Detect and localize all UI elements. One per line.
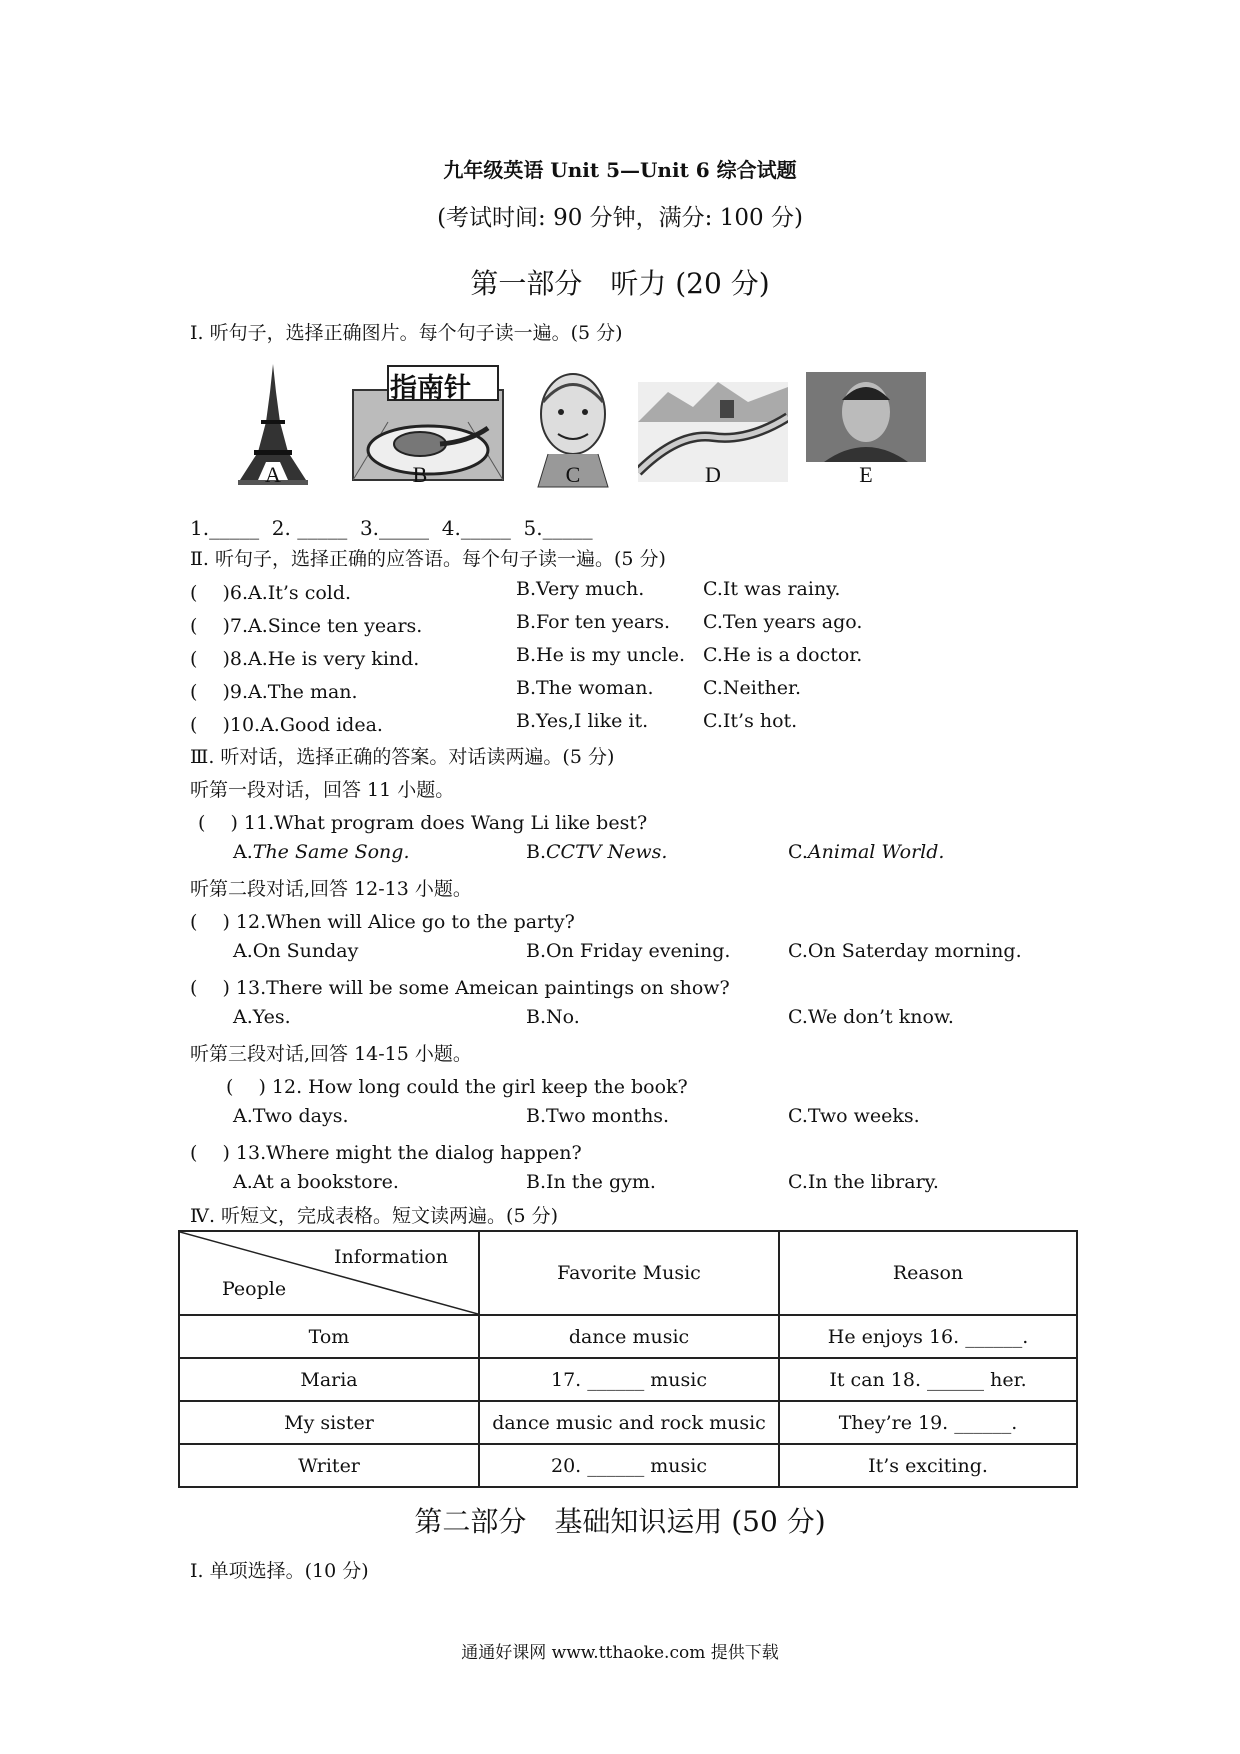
question-12-option-c: C.On Saterday morning. [788, 940, 1022, 962]
question-14: ( ) 12. How long could the girl keep the book? [226, 1076, 688, 1098]
dialog2-intro: 听第二段对话,回答 12-13 小题。 [190, 878, 472, 900]
dialog3-intro: 听第三段对话,回答 14-15 小题。 [190, 1043, 472, 1065]
question-13-option-a: A.Yes. [233, 1006, 291, 1028]
cell-person: Maria [179, 1358, 479, 1401]
table-row [179, 1358, 1077, 1401]
cell-reason: He enjoys 16. ______. [779, 1315, 1077, 1358]
cell-music: 20. ______ music [479, 1444, 779, 1487]
section3-heading: Ⅲ. 听对话，选择正确的答案。对话读两遍。(5 分) [190, 746, 615, 768]
question-9: ( )9.A.The man. [190, 681, 358, 703]
section1-heading: Ⅰ. 听句子，选择正确图片。每个句子读一遍。(5 分) [190, 322, 623, 344]
question-8-option-c: C.He is a doctor. [703, 644, 863, 666]
question-9-option-b: B.The woman. [516, 677, 654, 699]
cell-reason: It’s exciting. [779, 1444, 1077, 1487]
diagonal-divider [180, 1232, 478, 1314]
header-reason: Reason [779, 1231, 1077, 1315]
cell-reason: It can 18. ______ her. [779, 1358, 1077, 1401]
question-14-option-b: B.Two months. [526, 1105, 670, 1127]
answer-blanks-1-5: 1._____ 2. _____ 3._____ 4._____ 5._____ [190, 516, 593, 540]
question-8-option-b: B.He is my uncle. [516, 644, 685, 666]
question-15: ( ) 13.Where might the dialog happen? [190, 1142, 582, 1164]
question-11-option-c: C.Animal World. [788, 841, 945, 863]
exam-info: (考试时间: 90 分钟，满分: 100 分) [437, 205, 803, 231]
question-10: ( )10.A.Good idea. [190, 714, 383, 736]
picture-label-e: E [859, 462, 873, 487]
question-15-option-c: C.In the library. [788, 1171, 939, 1193]
question-11-option-a: A.The Same Song. [233, 841, 410, 863]
question-10-option-c: C.It’s hot. [703, 710, 798, 732]
section2-heading: Ⅱ. 听句子，选择正确的应答语。每个句子读一遍。(5 分) [190, 548, 666, 570]
question-9-option-c: C.Neither. [703, 677, 801, 699]
question-6-option-b: B.Very much. [516, 578, 645, 600]
question-12-option-a: A.On Sunday [233, 940, 359, 962]
question-7-option-b: B.For ten years. [516, 611, 671, 633]
table-header-row [179, 1231, 1077, 1315]
part2-heading: 第二部分 基础知识运用 (50 分) [414, 1505, 826, 1538]
header-favorite-music: Favorite Music [479, 1231, 779, 1315]
document-title: 九年级英语 Unit 5—Unit 6 综合试题 [443, 158, 797, 182]
question-15-option-a: A.At a bookstore. [233, 1171, 399, 1193]
question-10-option-b: B.Yes,I like it. [516, 710, 649, 732]
table-corner-cell [179, 1231, 479, 1315]
section4-heading: Ⅳ. 听短文，完成表格。短文读两遍。(5 分) [190, 1205, 559, 1227]
part1-heading: 第一部分 听力 (20 分) [470, 267, 770, 300]
question-14-option-c: C.Two weeks. [788, 1105, 920, 1127]
question-13-option-c: C.We don’t know. [788, 1006, 954, 1028]
picture-label-b: B [412, 462, 428, 487]
table-row [179, 1444, 1077, 1487]
compass-sign-text: 指南针 [390, 373, 471, 404]
cell-person: Tom [179, 1315, 479, 1358]
question-6: ( )6.A.It’s cold. [190, 582, 352, 604]
picture-label-a: A [265, 462, 281, 487]
corner-label-people: People [222, 1278, 287, 1300]
question-11-option-b: B.CCTV News. [526, 841, 668, 863]
question-13-option-b: B.No. [526, 1006, 580, 1028]
dialog1-intro: 听第一段对话，回答 11 小题。 [190, 779, 455, 801]
cell-music: dance music and rock music [479, 1401, 779, 1444]
part2-section1-heading: Ⅰ. 单项选择。(10 分) [190, 1560, 369, 1582]
picture-label-d: D [705, 462, 721, 487]
question-12-option-b: B.On Friday evening. [526, 940, 731, 962]
question-7: ( )7.A.Since ten years. [190, 615, 423, 637]
question-8: ( )8.A.He is very kind. [190, 648, 420, 670]
question-11: ( ) 11.What program does Wang Li like best? [198, 812, 648, 834]
table-row [179, 1401, 1077, 1444]
cell-music: 17. ______ music [479, 1358, 779, 1401]
picture-label-c: C [565, 462, 581, 487]
cell-reason: They’re 19. ______. [779, 1401, 1077, 1444]
cell-person: Writer [179, 1444, 479, 1487]
table-row [179, 1315, 1077, 1358]
question-13: ( ) 13.There will be some Ameican paintings on show? [190, 977, 730, 999]
music-info-table [178, 1230, 1078, 1488]
cell-person: My sister [179, 1401, 479, 1444]
question-7-option-c: C.Ten years ago. [703, 611, 863, 633]
question-6-option-c: C.It was rainy. [703, 578, 841, 600]
question-12: ( ) 12.When will Alice go to the party? [190, 911, 575, 933]
question-14-option-a: A.Two days. [233, 1105, 349, 1127]
cell-music: dance music [479, 1315, 779, 1358]
corner-label-information: Information [333, 1246, 448, 1268]
footer-source: 通通好课网 www.tthaoke.com 提供下载 [461, 1643, 779, 1663]
question-15-option-b: B.In the gym. [526, 1171, 656, 1193]
